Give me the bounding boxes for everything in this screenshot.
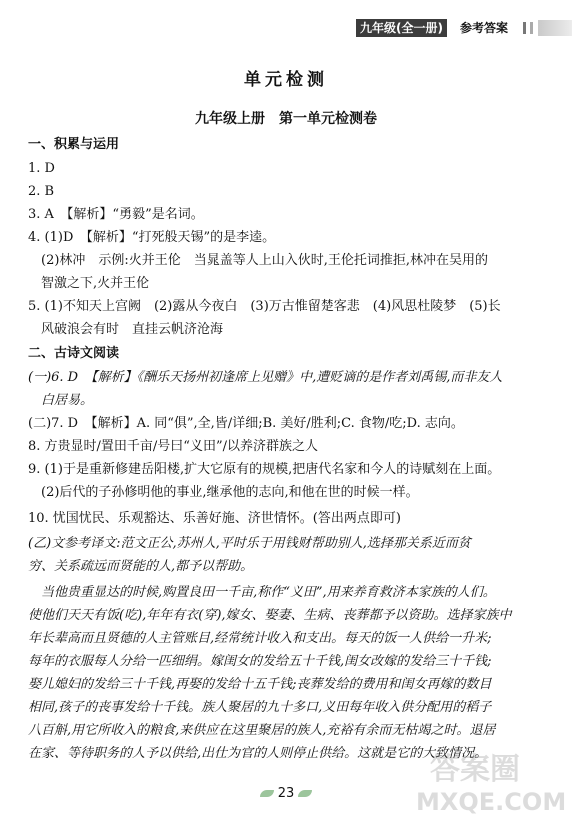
translation-line: 相同,孩子的丧事发给十千钱。族人聚居的九十多口,义田每年收入供分配用的稻子 [28, 700, 492, 715]
answer-line: (二)7. D 【解析】A. 同“俱”,全,皆/详细;B. 美好/胜利;C. 食物/吃;D. 志向。 [28, 416, 464, 431]
translation-line: 穷、关系疏远而贤能的人,都予以帮助。 [28, 559, 254, 574]
watermark-url: MXQE.COM [416, 788, 567, 816]
answer-line: 8. 方贵显时/置田千亩/号曰“义田”/以养济群族之人 [28, 439, 318, 454]
answer-line: 白居易。 [28, 393, 94, 408]
leaf-icon [260, 790, 274, 797]
header-stripe [523, 22, 526, 34]
header-decoration [538, 20, 572, 36]
answer-line: 风破浪会有时 直挂云帆济沧海 [28, 322, 224, 337]
translation-line: 娶儿媳妇的发给三十千钱,再娶的发给十五千钱;丧葬发给的费用和闺女再嫁的数目 [28, 677, 492, 692]
answer-line: (2)后代的子孙修明他的事业,继承他的志向,和他在世的时候一样。 [28, 485, 419, 500]
answer-line: 5. (1)不知天上宫阙 (2)露从今夜白 (3)万古惟留楚客悲 (4)风思杜陵梦 (5)长 [28, 299, 501, 314]
translation-line: (乙)文参考译文:范文正公,苏州人,平时乐于用钱财帮助别人,选择那关系近而贫 [28, 536, 471, 551]
section-heading: 二、古诗文阅读 [28, 346, 120, 361]
translation-line: 在家、等待职务的人予以供给,出仕为官的人则停止供给。这就是它的大致情况。 [28, 746, 488, 761]
page-number-footer [0, 786, 572, 801]
answer-line: (一)6. D 【解析】《酬乐天扬州初逢席上见赠》中,遭贬谪的是作者刘禹锡,而非友人 [28, 370, 503, 385]
watermark-logo: 答案圈 [430, 752, 520, 787]
answer-line: 10. 忧国忧民、乐观豁达、乐善好施、济世情怀。(答出两点即可) [28, 511, 401, 526]
section-heading: 一、积累与运用 [28, 137, 120, 152]
answer-line: 智激之下,火并王伦 [28, 276, 150, 291]
header-bar [340, 16, 572, 40]
answer-line: 9. (1)于是重新修建岳阳楼,扩大它原有的规模,把唐代名家和今人的诗赋刻在上面。 [28, 462, 501, 477]
answer-line: 2. B [28, 184, 55, 199]
paper-title: 九年级上册 第一单元检测卷 [195, 111, 377, 127]
translation-line: 八百斛,用它所收入的粮食,来供应在这里聚居的族人,充裕有余而无枯竭之时。退居 [28, 723, 496, 738]
answer-line: 4. (1)D 【解析】“打死般天锡”的是李逵。 [28, 230, 276, 245]
leaf-icon [298, 790, 312, 797]
translation-line: 年长辈高而且贤德的人主管账目,经常统计收入和支出。每天的饭一人供给一升米; [28, 631, 492, 646]
answer-line: (2)林冲 示例:火并王伦 当晁盖等人上山入伙时,王伦托词推拒,林冲在吴用的 [28, 253, 489, 268]
translation-line: 当他贵重显达的时候,购置良田一千亩,称作“义田”,用来养育救济本家族的人们。 [28, 585, 496, 600]
translation-line: 每年的衣服每人分给一匹细绢。嫁闺女的发给五十千钱,闺女改嫁的发给三十千钱; [28, 654, 492, 669]
header-stripe [530, 22, 533, 34]
answer-line: 3. A 【解析】“勇毅”是名词。 [28, 207, 204, 222]
section-title: 单元检测 [244, 70, 328, 90]
answer-label: 参考答案 [460, 21, 509, 35]
page-number: 23 [277, 786, 295, 801]
translation-line: 使他们天天有饭(吃),年年有衣(穿),嫁女、娶妻、生病、丧葬都予以资助。选择家族中 [28, 608, 512, 623]
answer-line: 1. D [28, 161, 55, 176]
grade-tag: 九年级(全一册) [356, 19, 447, 37]
